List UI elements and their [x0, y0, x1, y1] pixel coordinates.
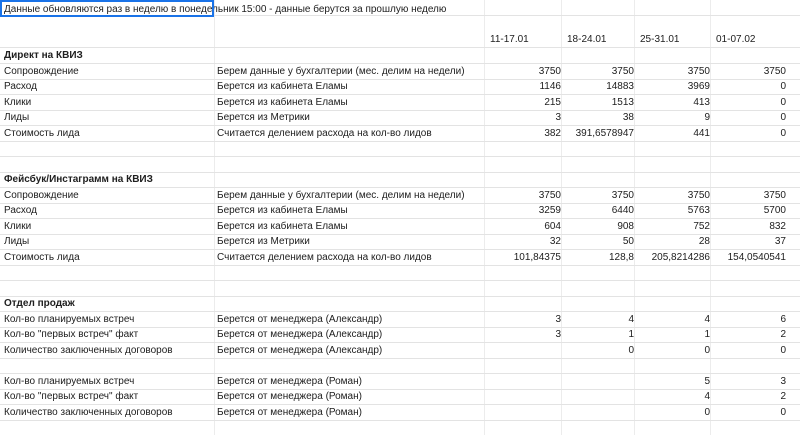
data-source-cell[interactable]: Берется от менеджера (Роман)	[217, 375, 362, 387]
value-cell[interactable]: 3750	[538, 189, 561, 201]
value-cell[interactable]: 6440	[611, 205, 634, 216]
value-cell[interactable]: 50	[622, 236, 634, 247]
metric-name-cell[interactable]: Сопровождение	[4, 189, 79, 201]
value-cell[interactable]: 1513	[611, 96, 634, 108]
data-source-cell[interactable]: Берется из кабинета Еламы	[217, 81, 348, 92]
table-row	[0, 79, 800, 95]
metric-name-cell[interactable]: Количество заключенных договоров	[4, 344, 173, 356]
value-cell[interactable]: 752	[693, 220, 710, 232]
table-row	[0, 64, 800, 80]
table-row	[0, 327, 800, 343]
value-cell[interactable]: 5	[704, 375, 710, 387]
metric-name-cell[interactable]: Расход	[4, 205, 37, 216]
value-cell[interactable]: 604	[544, 220, 561, 232]
table-row	[0, 405, 800, 421]
metric-name-cell[interactable]: Количество заключенных договоров	[4, 406, 173, 418]
value-cell[interactable]: 3750	[763, 65, 786, 77]
data-source-cell[interactable]: Берется от менеджера (Александр)	[217, 344, 383, 356]
value-cell[interactable]: 3	[555, 329, 561, 340]
empty-row	[0, 358, 800, 374]
value-cell[interactable]: 832	[769, 220, 786, 232]
table-row	[0, 188, 800, 204]
value-cell[interactable]: 215	[544, 96, 561, 108]
value-cell[interactable]: 0	[780, 344, 786, 356]
value-cell[interactable]: 391,6578947	[575, 127, 634, 139]
table-row	[0, 126, 800, 142]
value-cell[interactable]: 3750	[538, 65, 561, 77]
value-cell[interactable]: 3	[555, 112, 561, 123]
value-cell[interactable]: 0	[780, 127, 786, 139]
table-row	[0, 110, 800, 126]
value-cell[interactable]: 413	[693, 96, 710, 108]
note-cell[interactable]: Данные обновляются раз в неделю в понедельник 15:00 - данные берутся за прошлую неделю	[4, 4, 447, 15]
data-source-cell[interactable]: Берется из Метрики	[217, 236, 310, 247]
value-cell[interactable]	[484, 405, 561, 420]
week-header[interactable]: 11-17.01	[490, 34, 529, 45]
value-cell[interactable]: 205,8214286	[651, 251, 710, 263]
value-cell[interactable]: 5700	[763, 205, 786, 216]
table-row	[0, 312, 800, 328]
value-cell[interactable]: 4	[704, 313, 710, 325]
value-cell[interactable]	[484, 374, 561, 389]
value-cell[interactable]: 3750	[611, 189, 634, 201]
value-cell[interactable]	[561, 405, 634, 420]
value-cell[interactable]: 1146	[539, 81, 561, 92]
section-title-row	[0, 296, 800, 312]
data-source-cell[interactable]: Берем данные у бухгалтерии (мес. делим на недели)	[217, 65, 465, 77]
value-cell[interactable]: 32	[549, 236, 561, 247]
table-row	[0, 203, 800, 219]
value-cell[interactable]: 2	[780, 329, 786, 340]
metric-name-cell[interactable]: Стоимость лида	[4, 127, 80, 139]
value-cell[interactable]: 908	[617, 220, 634, 232]
value-cell[interactable]: 3750	[687, 189, 710, 201]
value-cell[interactable]: 6	[780, 313, 786, 325]
empty-row	[0, 265, 800, 281]
value-cell[interactable]: 3	[555, 313, 561, 325]
value-cell[interactable]: 37	[774, 236, 786, 247]
header-row	[0, 32, 800, 48]
value-cell[interactable]: 382	[544, 127, 561, 139]
value-cell[interactable]: 0	[704, 406, 710, 418]
data-source-cell[interactable]: Берется из кабинета Еламы	[217, 205, 348, 216]
value-cell[interactable]: 101,84375	[513, 251, 561, 263]
metric-name-cell[interactable]: Лиды	[4, 112, 30, 123]
value-cell[interactable]: 0	[628, 344, 634, 356]
week-header[interactable]: 01-07.02	[716, 34, 756, 45]
table-row	[0, 95, 800, 111]
empty-row	[0, 141, 800, 157]
value-cell[interactable]: 1	[628, 329, 634, 340]
value-cell[interactable]: 9	[704, 112, 710, 123]
table-row	[0, 219, 800, 235]
value-cell[interactable]: 3	[780, 375, 786, 387]
table-row	[0, 250, 800, 266]
value-cell[interactable]	[484, 389, 561, 404]
data-source-cell[interactable]: Берется от менеджера (Александр)	[217, 313, 383, 325]
value-cell[interactable]: 38	[622, 112, 634, 123]
value-cell[interactable]: 0	[780, 112, 786, 123]
empty-row	[0, 157, 800, 173]
table-row	[0, 374, 800, 390]
value-cell[interactable]	[484, 343, 561, 358]
data-source-cell[interactable]: Считается делением расхода на кол-во лидов	[217, 251, 432, 263]
value-cell[interactable]: 0	[704, 344, 710, 356]
week-header[interactable]: 25-31.01	[640, 34, 680, 45]
metric-name-cell[interactable]: Лиды	[4, 236, 30, 247]
value-cell[interactable]	[561, 389, 634, 404]
value-cell[interactable]: 14883	[606, 81, 634, 92]
value-cell[interactable]: 0	[780, 81, 786, 92]
value-cell[interactable]: 3750	[611, 65, 634, 77]
data-source-cell[interactable]: Берется из кабинета Еламы	[217, 96, 348, 108]
table-row	[0, 343, 800, 359]
section-title-row	[0, 48, 800, 64]
metric-name-cell[interactable]: Кол-во планируемых встреч	[4, 313, 135, 325]
value-cell[interactable]: 2	[780, 391, 786, 402]
empty-row	[0, 281, 800, 297]
metric-name-cell[interactable]: Сопровождение	[4, 65, 79, 77]
metric-name-cell[interactable]: Клики	[4, 220, 32, 232]
value-cell[interactable]: 441	[693, 127, 710, 139]
value-cell[interactable]: 4	[628, 313, 634, 325]
table-row	[0, 234, 800, 250]
value-cell[interactable]: 0	[780, 406, 786, 418]
section-title[interactable]: Отдел продаж	[4, 298, 75, 309]
data-source-cell[interactable]: Берется от менеджера (Александр)	[217, 329, 383, 340]
data-source-cell[interactable]: Берется от менеджера (Роман)	[217, 391, 362, 402]
metric-name-cell[interactable]: Расход	[4, 81, 37, 92]
value-cell[interactable]: 154,0540541	[727, 251, 786, 263]
value-cell[interactable]	[561, 374, 634, 389]
data-source-cell[interactable]: Берется из Метрики	[217, 112, 310, 123]
value-cell[interactable]: 1	[704, 329, 710, 340]
value-cell[interactable]: 5763	[687, 205, 710, 216]
value-cell[interactable]: 3259	[538, 205, 561, 216]
value-cell[interactable]: 3969	[687, 81, 710, 92]
table-row	[0, 389, 800, 405]
value-cell[interactable]: 3750	[763, 189, 786, 201]
value-cell[interactable]: 3750	[687, 65, 710, 77]
data-source-cell[interactable]: Берем данные у бухгалтерии (мес. делим на недели)	[217, 189, 465, 201]
note-row	[0, 0, 800, 16]
value-cell[interactable]: 128,8	[608, 251, 634, 263]
value-cell[interactable]: 0	[780, 96, 786, 108]
section-title[interactable]: Фейсбук/Инстаграмм на КВИЗ	[4, 174, 153, 185]
metric-name-cell[interactable]: Кол-во "первых встреч" факт	[4, 391, 139, 402]
section-title-row	[0, 172, 800, 188]
value-cell[interactable]: 4	[704, 391, 710, 402]
data-source-cell[interactable]: Считается делением расхода на кол-во лидов	[217, 127, 432, 139]
data-source-cell[interactable]: Берется из кабинета Еламы	[217, 220, 348, 232]
section-title[interactable]: Директ на КВИЗ	[4, 50, 83, 61]
data-source-cell[interactable]: Берется от менеджера (Роман)	[217, 406, 362, 418]
metric-name-cell[interactable]: Кол-во планируемых встреч	[4, 375, 135, 387]
metric-name-cell[interactable]: Кол-во "первых встреч" факт	[4, 329, 139, 340]
metric-name-cell[interactable]: Стоимость лида	[4, 251, 80, 263]
value-cell[interactable]: 28	[698, 236, 710, 247]
metric-name-cell[interactable]: Клики	[4, 96, 32, 108]
week-header[interactable]: 18-24.01	[567, 34, 607, 45]
